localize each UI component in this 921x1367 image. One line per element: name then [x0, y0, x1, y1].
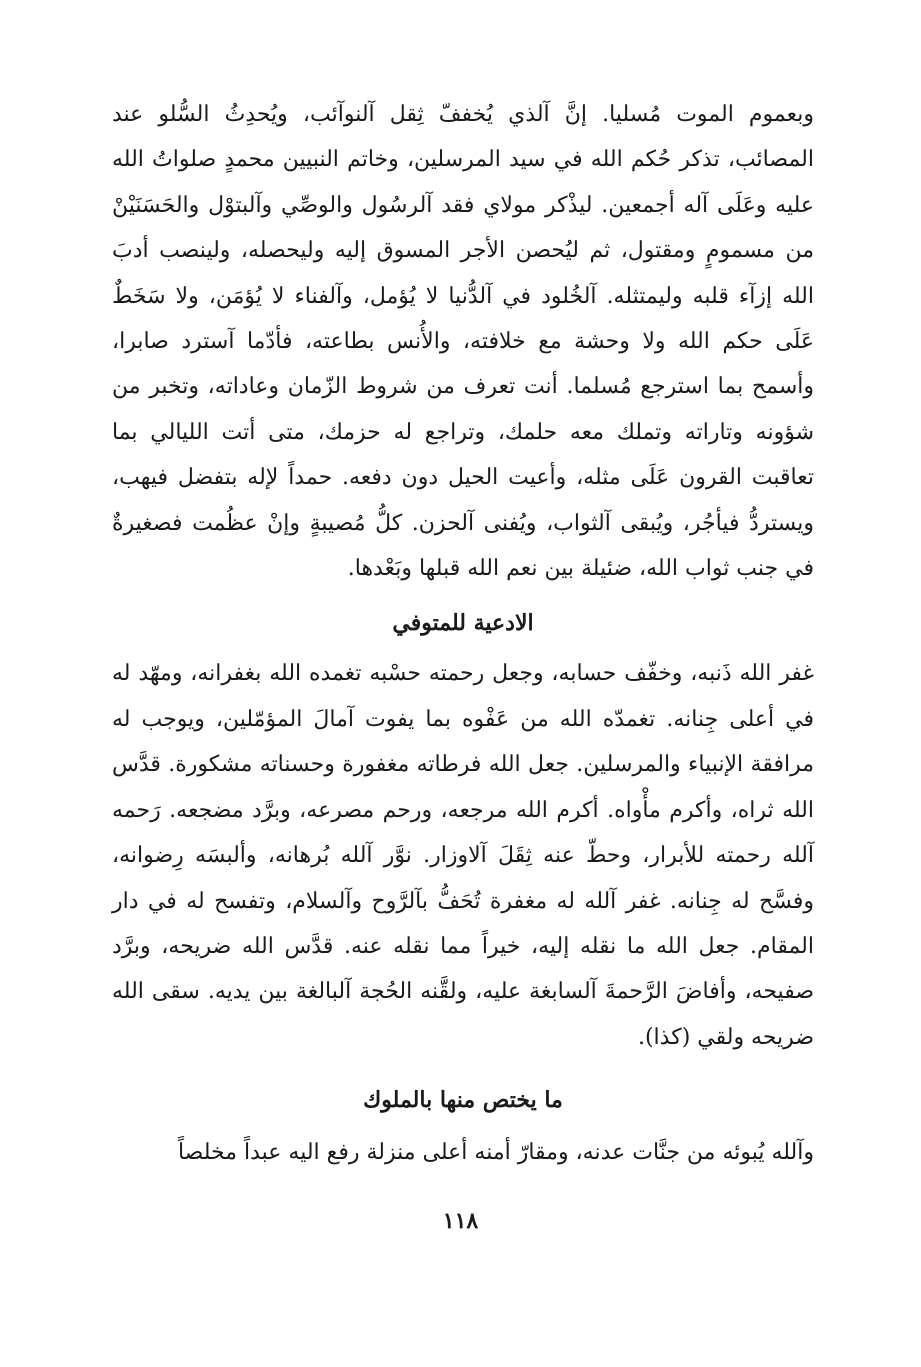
section-heading-prayers-for-deceased: الادعية للمتوفي	[392, 610, 534, 637]
paragraph-prayers: غفر الله ذَنبه، وخفّف حسابه، وجعل رحمته حسْبه تغمده الله بغفرانه، ومهّد له في أعلى جِنانه. تغمدّه الله من عَفْوه بما يفوت آمالَ المؤمّلين، ويوجب له مرافقة الإنبياء والمرسلين. جعل الله فرطاته مغفورة وحسناته مشكورة. قدَّس الله ثراه، وأكرم مأْواه. أكرم الله مرجعه، ورحم مصرعه، وبرَّد مضجعه. رَحمه آلله رحمته للأبرار، وحطّ عنه ثِقَلَ آلاوزار. نوَّر آلله بُرهانه، وألبسَه رِضوانه، وفسَّح له جِنانه. غفر آلله له مغفرة تُحَفُّ بآلرَّوح وآلسلام، وتفسح له في دار المقام. جعل الله ما نقله إليه، خيراً مما نقله عنه. قدَّس الله ضريحه، وبرَّد صفيحه، وأفاضَ الرَّحمةَ آلسابغة عليه، ولقَّنه الحُجة آلبالغة بين يديه. سقى الله ضريحه ولقي (كذا).	[112, 661, 814, 1050]
paragraph-kings: وآلله يُبوئه من جنَّات عدنه، ومقارّ أمنه أعلى منزلة رفع اليه عبداً مخلصاً	[177, 1140, 814, 1166]
paragraph-condolence: وبعموم الموت مُسليا. إنَّ آلذي يُخففّ ثِقل آلنوآئب، ويُحدِثُ السُّلو عند المصائب، تذكر حُكم الله في سيد المرسلين، وخاتم النبيين محمدٍ صلواتُ الله عليه وعَلَى آله أجمعين. ليذْكر مولاي فقد آلرسُول والوصِّي وآلبتوْل والحَسَنَيْنْ من مسمومٍ ومقتول، ثم ليُحصن الأجر المسوق إليه وليحصله، ولينصب أدبَ الله إزآء قلبه وليمتثله. آلخُلود في آلدُّنيا لا يُؤمل، وآلفناء لا يُؤمَن، ولا سَخَطٌ عَلَى حكم الله ولا وحشة مع خلافته، والأُنس بطاعته، فأدّما آسترد صابرا، وأسمح بما استرجع مُسلما. أنت تعرف من شروط الزّمان وعاداته، وتخبر من شؤونه وتاراته وتملك معه حلمك، وتراجع له حزمك، متى أتت الليالي بما تعاقبت القرون عَلَى مثله، وأعيت الحيل دون دفعه. حمداً لإله بتفضل فيهب، ويستردُّ فيأجُر، ويُبقى آلثواب، ويُفنى آلحزن. كلُّ مُصيبةٍ وإنْ عظُمت فصغيرةٌ في جنب ثواب الله، ضئيلة بين نعم الله قبلها وبَعْدها.	[112, 102, 814, 582]
page-number: ١١٨	[442, 1208, 479, 1234]
section-heading-for-kings: ما يختص منها بالملوك	[363, 1087, 563, 1114]
